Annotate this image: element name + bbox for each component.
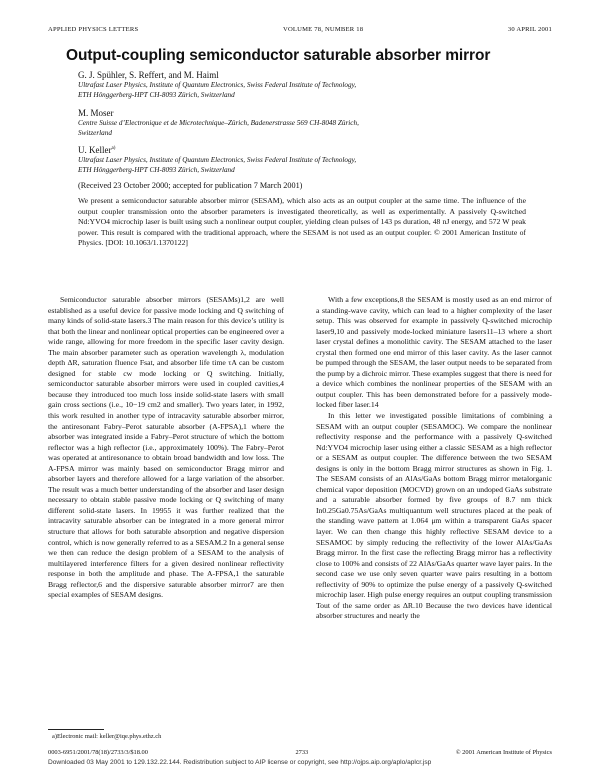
page-footer — [48, 749, 552, 756]
affiliation-line: ETH Hönggerberg-HPT CH-8093 Zürich, Switzerland — [78, 165, 235, 174]
body-paragraph: With a few exceptions,8 the SESAM is mostly used as an end mirror of a standing-wave cavity, which can lead to a higher complexity of the laser setup. This was observed for example in passively Q-switched microchip laser9,10 and passively mode-locked miniature lasers11–13 where a short laser crystal defines a monolithic cavity. The SESAM attached to the laser crystal then formed one end mirror of this laser cavity. As the laser cannot be pumped through the SESAM, the laser output needs to be separated from the pump by a dichroic mirror. These examples suggest that there is need for a device which combines the nonlinear properties of the SESAM with an output coupler. This has been demonstrated before for a passively mode-locked fiber laser.14 — [316, 295, 552, 410]
author-group-1 — [78, 70, 548, 100]
issue-date: 30 APRIL 2001 — [507, 26, 552, 33]
author-names: M. Moser — [78, 108, 114, 118]
body-column-right — [316, 295, 552, 622]
footnote-marker: a) — [111, 146, 116, 151]
copyright-notice: © 2001 American Institute of Physics — [455, 749, 552, 756]
paper-title: Output-coupling semiconductor saturable absorber mirror — [66, 47, 491, 64]
affiliation-line: ETH Hönggerberg-HPT CH-8093 Zürich, Switzerland — [78, 90, 235, 99]
author-names — [78, 145, 548, 156]
footnote: a)Electronic mail: keller@iqe.phys.ethz.ch — [52, 733, 162, 740]
affiliation-line: Ultrafast Laser Physics, Institute of Quantum Electronics, Swiss Federal Institute of Technology, — [78, 81, 357, 89]
abstract: We present a semiconductor saturable absorber mirror (SESAM), which also acts as an output coupler at the same time. The influence of the output coupler transmission onto the absorber parameters is investigated theoretically, as well as experimentally. A passively Q-switched Nd:YVO4 microchip laser is built using such a nonlinear output coupler, yielding clean pulses of 143 ps duration, 48 nJ energy, and 572 W peak power. This result is compared with the traditional approach, where the SESAM is not used as an output coupler. © 2001 American Institute of Physics. [DOI: 10.1063/1.1370122] — [78, 196, 526, 248]
running-header — [48, 26, 552, 33]
affiliation-line: Switzerland — [78, 128, 112, 137]
journal-name: APPLIED PHYSICS LETTERS — [48, 26, 139, 33]
author-names: G. J. Spühler, S. Reffert, and M. Haiml — [78, 70, 219, 80]
download-notice: Downloaded 03 May 2001 to 129.132.22.144. Redistribution subject to AIP license or copyright, see http://ojps.aip.org/aplo/aplcr.jsp — [48, 759, 432, 766]
page-number: 2733 — [295, 749, 309, 756]
footnote-rule — [48, 729, 104, 730]
author-group-2 — [78, 108, 548, 138]
received-dates: (Received 23 October 2000; accepted for publication 7 March 2001) — [78, 181, 303, 190]
volume-number: VOLUME 78, NUMBER 18 — [283, 26, 364, 33]
issn-code: 0003-6951/2001/78(18)/2733/3/$18.00 — [48, 749, 148, 756]
affiliation-line: Centre Suisse d’Electronique et de Microtechnique–Zürich, Badenerstrasse 569 CH-8048 Zürich, — [78, 119, 359, 127]
body-paragraph: Semiconductor saturable absorber mirrors (SESAMs)1,2 are well established as a useful device for passive mode locking and Q switching of many kinds of solid-state lasers.3 The main reason for this device’s utility is that both the linear and nonlinear optical properties can be engineered over a wide range, allowing for more freedom in the specific laser cavity design. The main absorber parameter such as operation wavelength λ, modulation depth ΔR, saturation fluence Fsat, and absorber life time τA can be custom designed for stable cw mode locking or Q switching. Initially, semiconductor saturable absorber mirrors were used in coupled cavities,4 because they introduced too much loss inside solid-state lasers with small gain cross sections (i.e., 10−19 cm2 and smaller). Two years later, in 1992, this work resulted in another type of intracavity saturable absorber mirror, the antiresonant Fabry–Perot saturable absorber (A-FPSA),1 where the absorber was integrated inside a Fabry–Perot structure of which the bottom reflector was a high reflector (i.e., approximately 100%). The Fabry–Perot was operated at antiresonance to obtain broad bandwidth and low loss. The A-FPSA mirror was mainly based on semiconductor Bragg mirror and absorber layers and therefore allowed for a large variation of the absorber. The result was a much better understanding of the absorber and laser design necessary to obtain stable passive mode locking or Q switching of many different solid-state lasers. In 19955 it was further realized that the intracavity saturable absorber can be integrated in a more general mirror structure that allows for both saturable absorption and negative dispersion control, which is now generally referred to as a SESAM.2 In a general sense we then can reduce the design problem of a SESAM to the analysis of multilayered interference filters for a given desired nonlinear reflectivity response in both the amplitude and phase. The A-FPSA,1 the saturable Bragg reflector,6 and the dispersive saturable absorber mirror7 are then special examples of SESAM designs. — [48, 295, 284, 600]
body-paragraph: In this letter we investigated possible limitations of combining a SESAM with an output coupler (SESAMOC). We compare the nonlinear reflectivity response and the performance with a passively Q-switched Nd:YVO4 microchip laser using either a classic SESAM as a high reflector or a SESAM as output coupler. The difference between the two SESAM designs is only in the bottom Bragg mirror structures as shown in Fig. 1. The SESAM consists of an AlAs/GaAs bottom Bragg mirror metalorganic chemical vapor deposition (MOCVD) grown on an undoped GaAs substrate and a saturable absorber formed by five groups of 8.7 nm thick In0.25Ga0.75As/GaAs multiquantum well structures placed at the peak of the standing wave pattern at 1.064 μm within a transparent GaAs spacer layer. We can then change this highly reflective SESAM device to a SESAMOC by simply reducing the reflectivity of the lower AlAs/GaAs Bragg mirror. In the first case the reflecting Bragg mirror has a reflectivity close to 100% and consists of 22 AlAs/GaAs quarter wave layer pairs. In the second case we use only seven quarter wave pairs resulting in a bottom reflectivity of 90% to optimize the pulse energy of a passively Q-switched microchip laser. High pulse energy requires an output coupling transmission Tout of the same order as ΔR.10 Because the two devices have identical absorber structures and nearly the — [316, 411, 552, 621]
author-group-3 — [78, 145, 548, 175]
body-column-left — [48, 295, 284, 601]
author-name: U. Keller — [78, 145, 112, 155]
affiliation-line: Ultrafast Laser Physics, Institute of Quantum Electronics, Swiss Federal Institute of Technology, — [78, 156, 357, 164]
